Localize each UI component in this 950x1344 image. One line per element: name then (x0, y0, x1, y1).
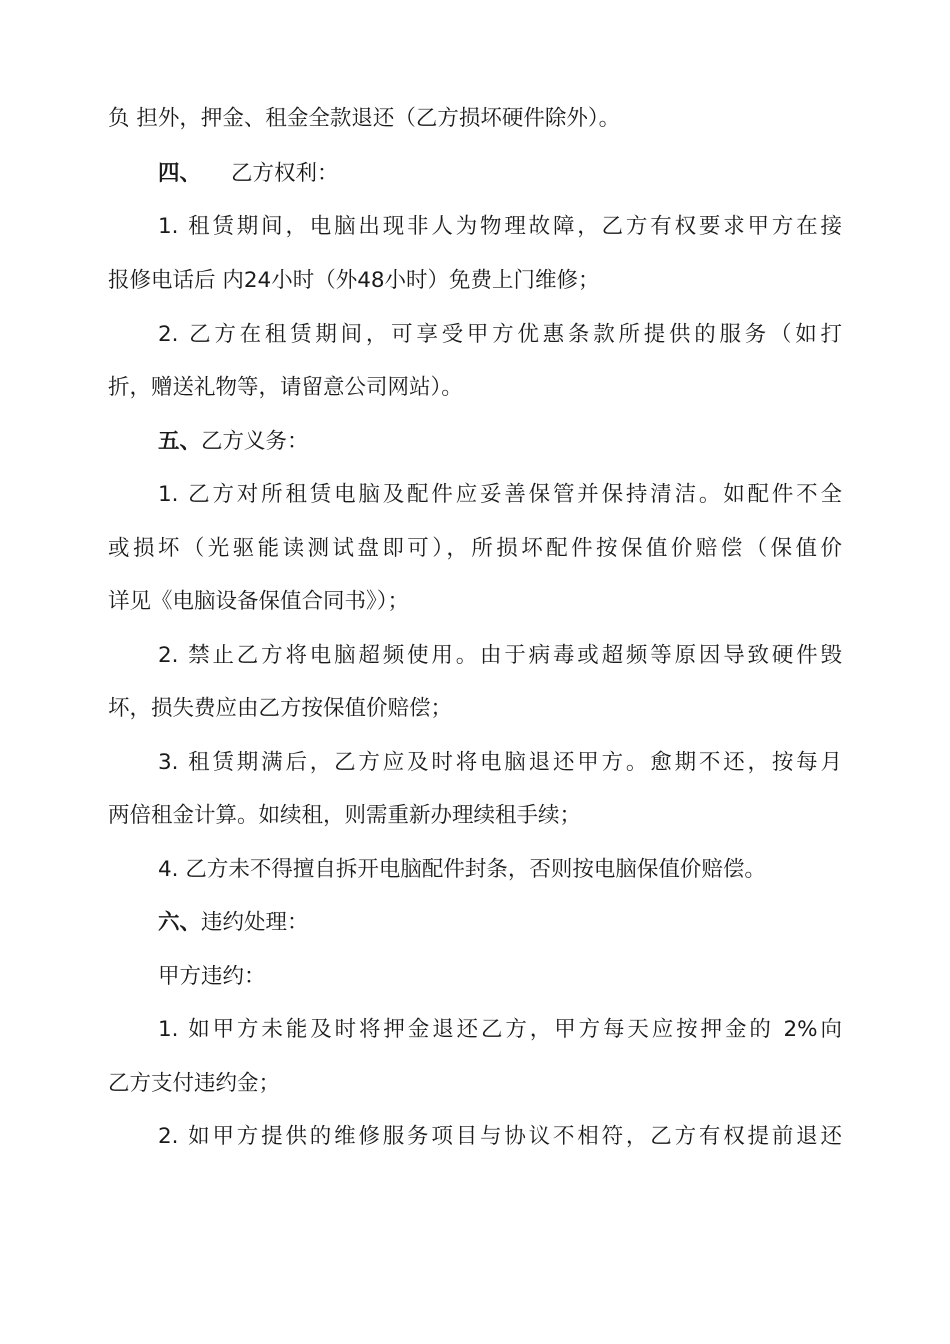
subheading-party-a-breach: 甲方违约： (158, 964, 266, 989)
section-heading-rights (158, 159, 842, 189)
section-number: 四、 (158, 161, 202, 186)
paragraph-line: 2. 如甲方提供的维修服务项目与协议不相符，乙方有权提前退还 (158, 1124, 842, 1149)
paragraph-line: 1. 如甲方未能及时将押金退还乙方，甲方每天应按押金的 2%向 (158, 1017, 842, 1042)
section-title: 乙方义务： (201, 429, 309, 454)
paragraph-line: 1. 乙方对所租赁电脑及配件应妥善保管并保持清洁。如配件不全 (158, 482, 842, 507)
paragraph-line: 乙方支付违约金； (108, 1071, 281, 1096)
paragraph-line: 坏，损失费应由乙方按保值价赔偿； (108, 696, 453, 721)
paragraph-line: 负 担外，押金、租金全款退还（乙方损坏硬件除外）。 (108, 106, 621, 131)
paragraph-line: 或损坏（光驱能读测试盘即可），所损坏配件按保值价赔偿（保值价 (108, 536, 842, 561)
section-title: 乙方权利： (231, 161, 339, 186)
paragraph-line: 报修电话后 内24小时（外48小时）免费上门维修； (108, 268, 600, 293)
paragraph-line: 3. 租赁期满后，乙方应及时将电脑退还甲方。愈期不还，按每月 (158, 750, 842, 775)
paragraph-line: 2. 禁止乙方将电脑超频使用。由于病毒或超频等原因导致硬件毁 (158, 643, 842, 668)
section-number: 五、 (158, 429, 202, 454)
paragraph-line: 两倍租金计算。如续租，则需重新办理续租手续； (108, 803, 582, 828)
section-heading-duties (158, 427, 842, 457)
section-number: 六、 (158, 910, 202, 935)
section-heading-breach (158, 908, 842, 938)
paragraph-line: 折，赠送礼物等，请留意公司网站）。 (108, 375, 463, 400)
paragraph-line: 详见《电脑设备保值合同书》）； (108, 589, 410, 614)
section-title: 违约处理： (201, 910, 309, 935)
paragraph-line: 4. 乙方未不得擅自拆开电脑配件封条，否则按电脑保值价赔偿。 (158, 857, 766, 882)
paragraph-line: 2. 乙方在租赁期间，可享受甲方优惠条款所提供的服务（如打 (158, 322, 842, 347)
paragraph-line: 1. 租赁期间，电脑出现非人为物理故障，乙方有权要求甲方在接 (158, 214, 842, 239)
